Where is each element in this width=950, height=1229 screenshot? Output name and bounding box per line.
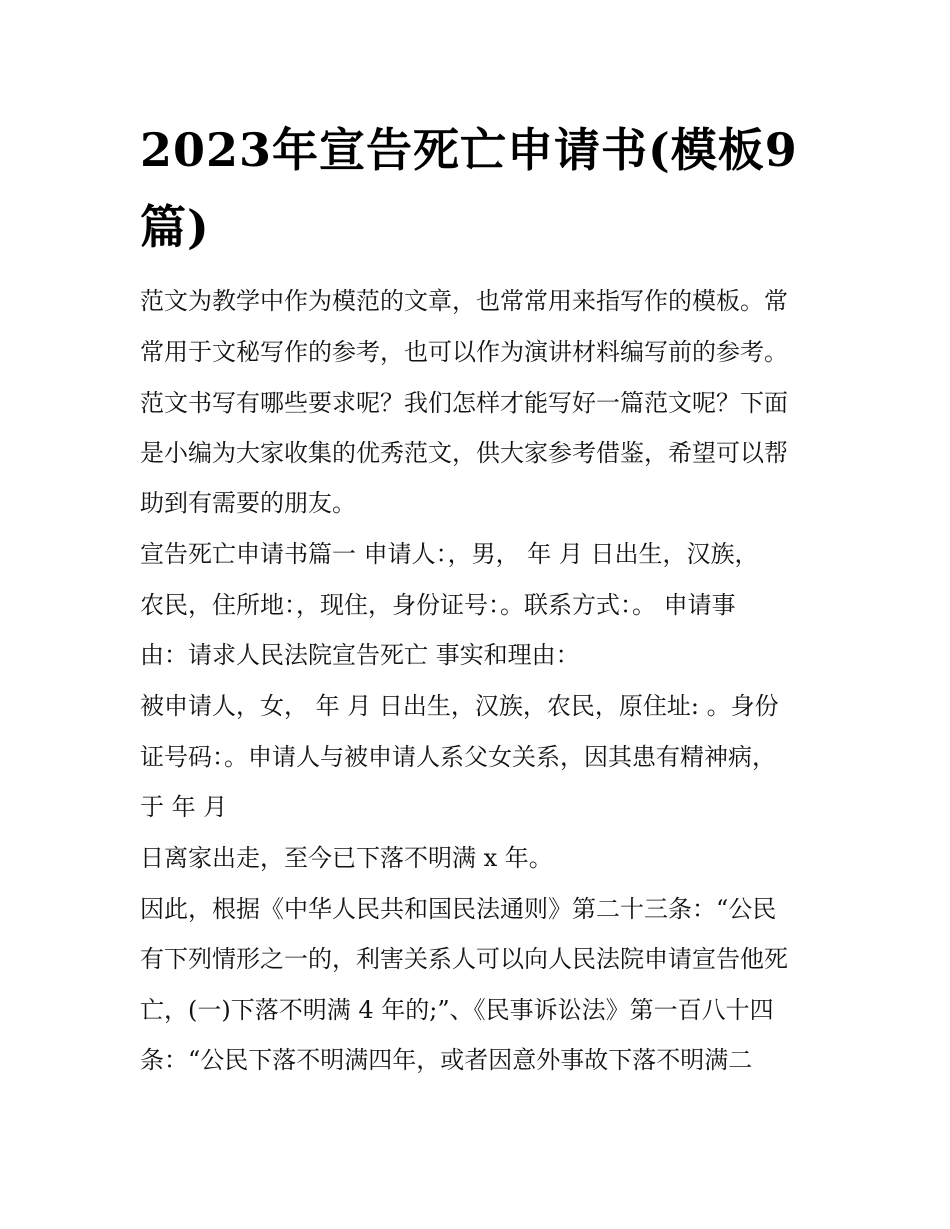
body-line: 农民，住所地：，现住，身份证号：。联系方式：。 申请事 [140,591,736,619]
body-line: 范文书写有哪些要求呢？我们怎样才能写好一篇范文呢？下面 [140,389,788,417]
body-line: 日离家出走，至今已下落不明满 x 年。 [140,844,553,872]
body-line: 助到有需要的朋友。 [140,489,356,517]
body-line: 常用于文秘写作的参考，也可以作为演讲材料编写前的参考。 [140,338,788,366]
body-line: 亡，(一)下落不明满 4 年的;”、《民事诉讼法》第一百八十四 [140,996,774,1024]
document-title: 2023年宣告死亡申请书(模板9篇) [140,123,798,254]
body-line: 证号码：。申请人与被申请人系父女关系，因其患有精神病， [140,743,776,771]
body-line: 有下列情形之一的，利害关系人可以向人民法院申请宣告他死 [140,945,788,973]
body-line: 范文为教学中作为模范的文章，也常常用来指写作的模板。常 [140,287,788,315]
body-line: 因此，根据《中华人民共和国民法通则》第二十三条：“公民 [140,895,777,923]
body-line: 于 年 月 [140,793,228,821]
body-line: 条：“公民下落不明满四年，或者因意外事故下落不明满二 [140,1046,753,1074]
body-line: 是小编为大家收集的优秀范文，供大家参考借鉴，希望可以帮 [140,439,788,467]
body-line: 宣告死亡申请书篇一 申请人：，男， 年 月 日出生，汉族， [140,540,759,568]
body-line: 由：请求人民法院宣告死亡 事实和理由： [140,641,580,669]
body-line: 被申请人，女， 年 月 日出生，汉族，农民，原住址: 。身份 [140,692,779,720]
